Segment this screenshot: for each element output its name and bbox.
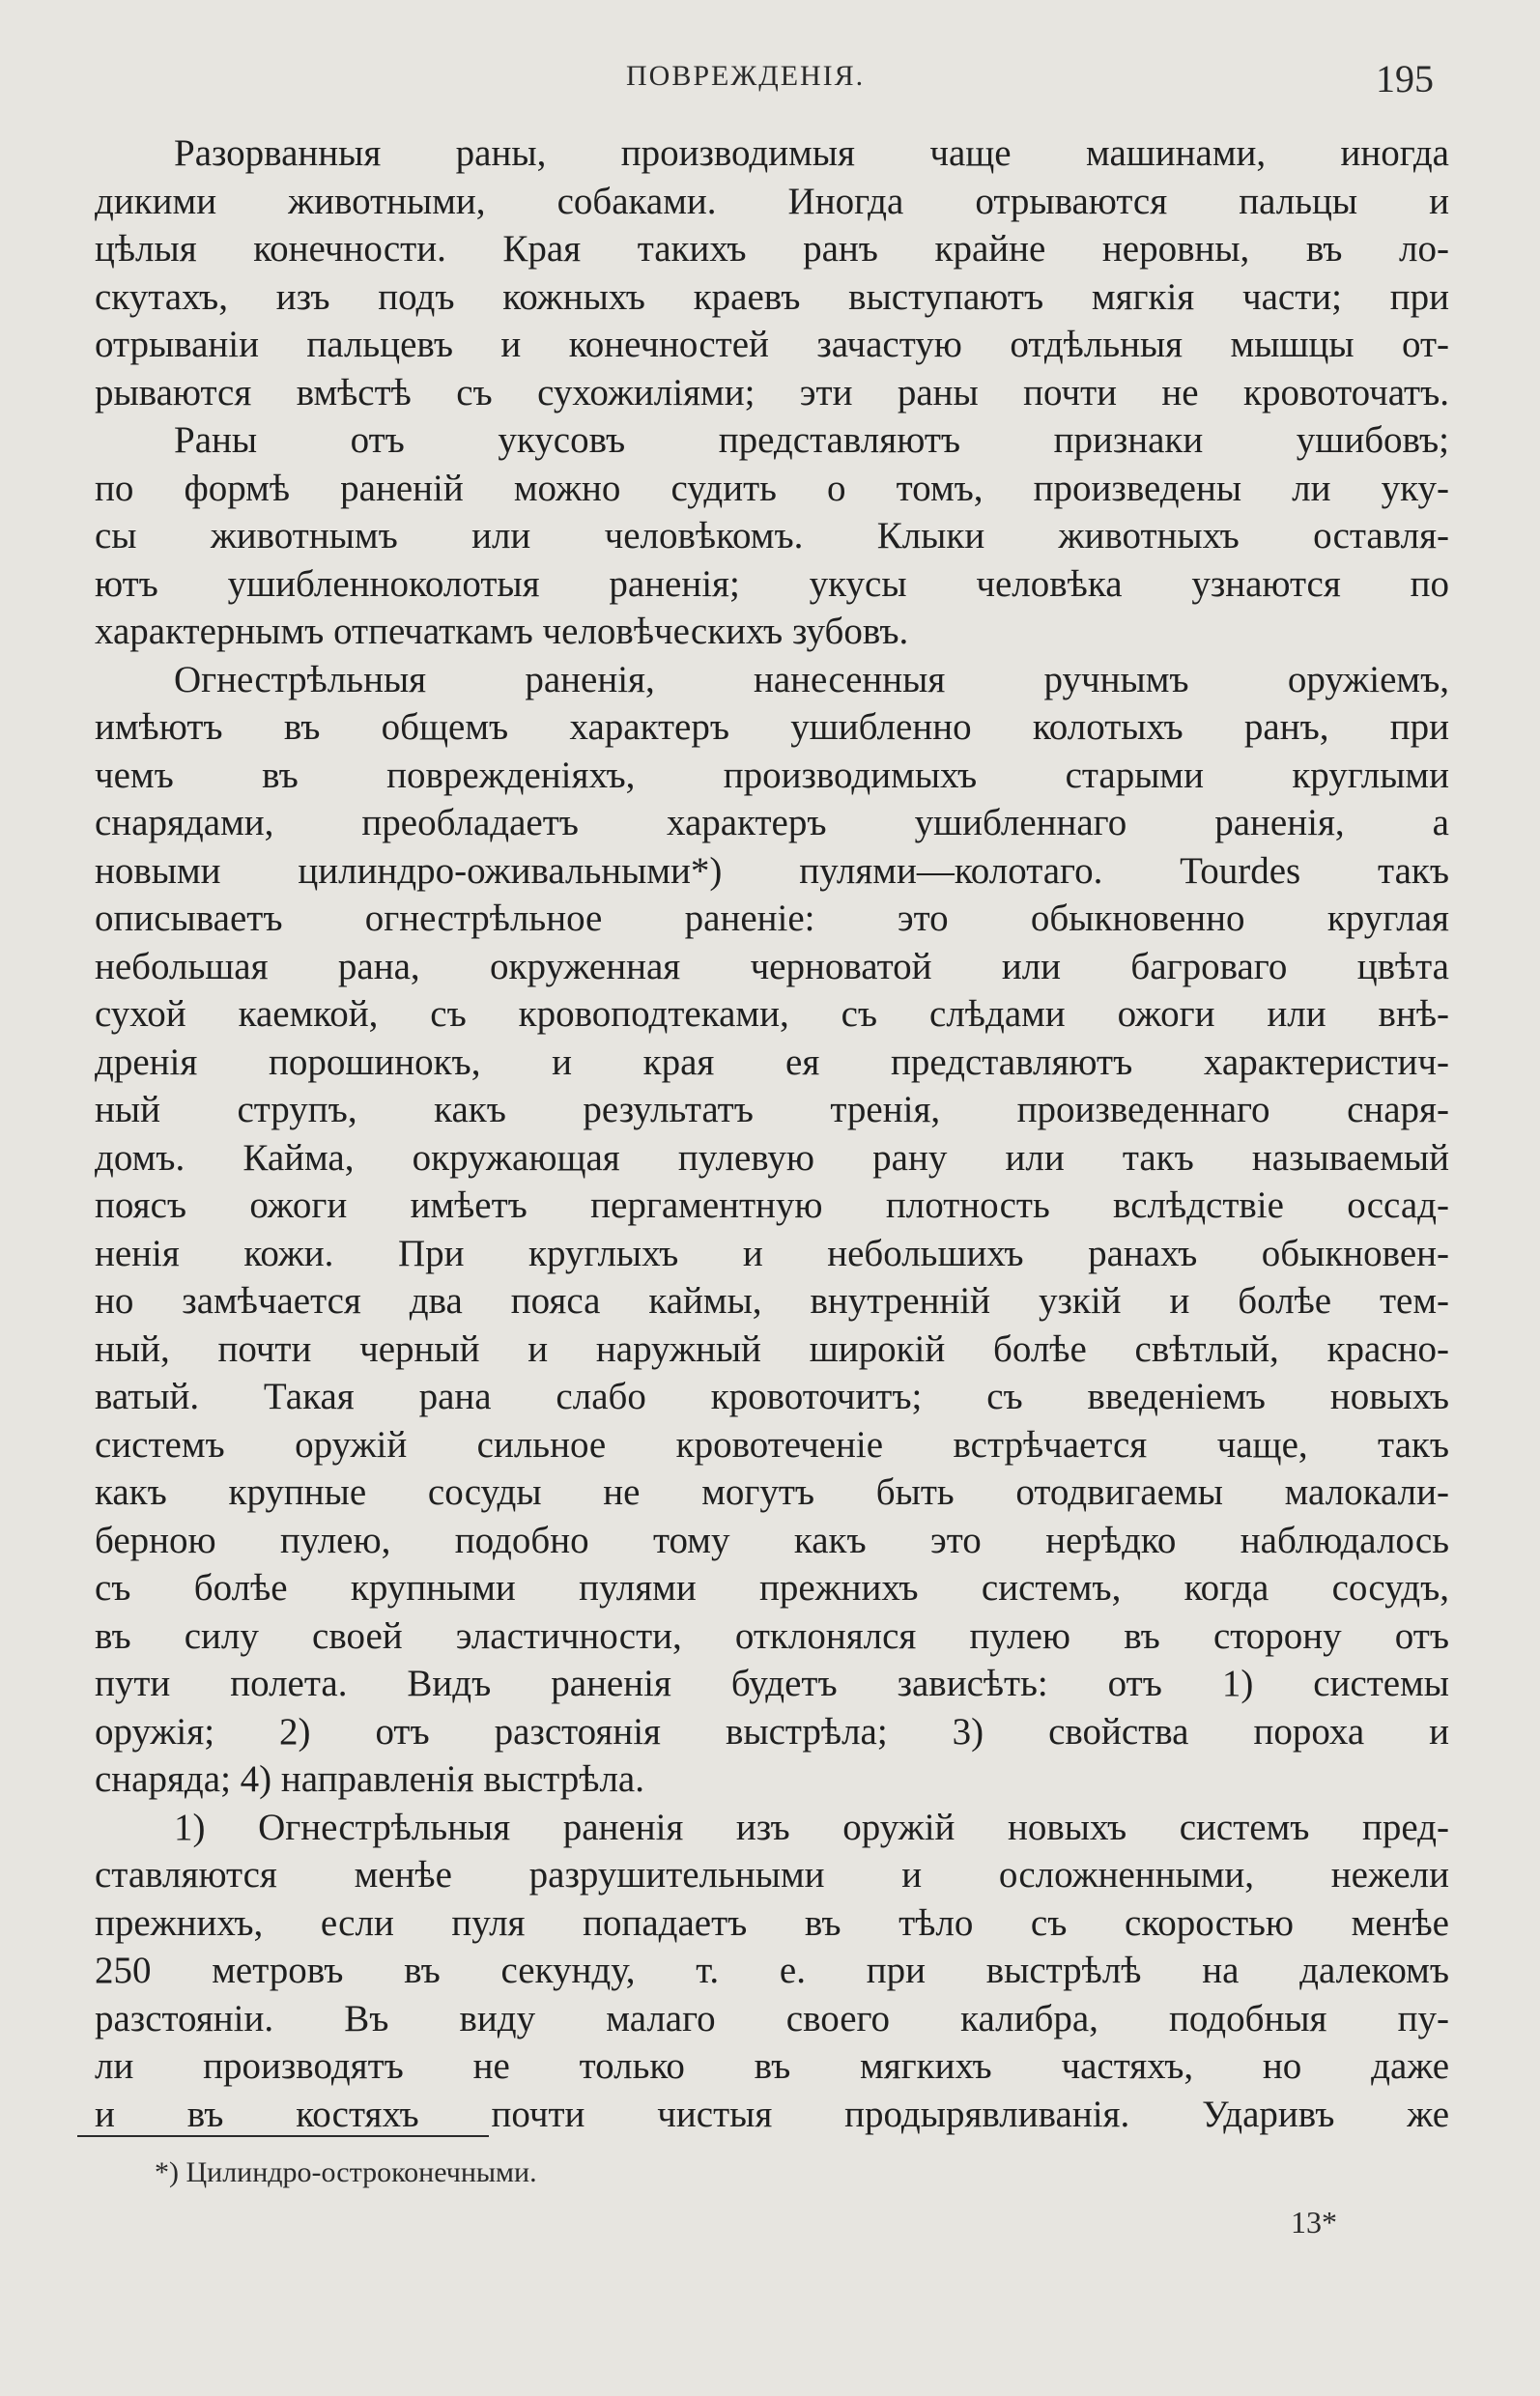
page-header (0, 56, 1540, 114)
text-line: Огнестрѣльныя раненія, нанесенныя ручнымъ оружіемъ, (174, 658, 1449, 700)
text-line: ненія кожи. При круглыхъ и небольшихъ ранахъ обыкновен- (95, 1232, 1449, 1274)
text-line: прежнихъ, если пуля попадаетъ въ тѣло съ скоростью менѣе (95, 1901, 1449, 1944)
footnote: *) Цилиндро-остроконечными. (155, 2156, 537, 2188)
text-line: Разорванныя раны, производимыя чаще машинами, иногда (174, 132, 1449, 174)
text-line: системъ оружій сильное кровотеченіе встрѣчается чаще, такъ (95, 1423, 1449, 1466)
text-line: съ болѣе крупными пулями прежнихъ системъ, когда сосудъ, (95, 1567, 1449, 1609)
text-line: въ силу своей эластичности, отклонялся пулею въ сторону отъ (95, 1614, 1449, 1657)
text-line: ватый. Такая рана слабо кровоточитъ; съ введеніемъ новыхъ (95, 1376, 1449, 1417)
text-line: снарядами, преобладаетъ характеръ ушибленнаго раненія, а (95, 802, 1449, 843)
text-line: какъ крупные сосуды не могутъ быть отодвигаемы малокали- (95, 1471, 1449, 1513)
text-line: рываются вмѣстѣ съ сухожиліями; эти раны почти не кровоточатъ. (95, 371, 1449, 414)
text-line: ный, почти черный и наружный широкій болѣе свѣтлый, красно- (95, 1327, 1449, 1370)
text-line: разстояніи. Въ виду малаго своего калибра, подобныя пу- (95, 1997, 1449, 2039)
text-line: пути полета. Видъ раненія будетъ зависѣть: отъ 1) системы (95, 1663, 1449, 1704)
text-line: отрываніи пальцевъ и конечностей зачастую отдѣльныя мышцы от- (95, 324, 1449, 365)
text-line: оружія; 2) отъ разстоянія выстрѣла; 3) свойства пороха и (95, 1710, 1449, 1753)
text-line: описываетъ огнестрѣльное раненіе: это обыкновенно круглая (95, 898, 1449, 939)
text-line: снаряда; 4) направленія выстрѣла. (95, 1758, 644, 1800)
text-line: поясъ ожоги имѣетъ пергаментную плотность вслѣдствіе оссад- (95, 1184, 1449, 1226)
text-line: ставляются менѣе разрушительными и осложненными, нежели (95, 1854, 1449, 1896)
text-line: сы животнымъ или человѣкомъ. Клыки животныхъ оставля- (95, 515, 1449, 556)
text-line: цѣлыя конечности. Края такихъ ранъ крайне неровны, въ ло- (95, 228, 1449, 270)
text-line: Раны отъ укусовъ представляютъ признаки ушибовъ; (174, 419, 1449, 461)
text-line: характернымъ отпечаткамъ человѣческихъ зубовъ. (95, 611, 909, 652)
running-title: ПОВРЕЖДЕНІЯ. (626, 60, 866, 92)
signature-mark: 13* (1291, 2205, 1337, 2239)
text-line: и въ костяхъ почти чистыя продырявливанія. Ударивъ же (95, 2093, 1449, 2135)
footnote-divider (77, 2135, 489, 2137)
text-line: скутахъ, изъ подъ кожныхъ краевъ выступаютъ мягкія части; при (95, 275, 1449, 318)
text-line: дренія порошинокъ, и края ея представляютъ характеристич- (95, 1041, 1449, 1083)
text-line: небольшая рана, окруженная черноватой или багроваго цвѣта (95, 945, 1449, 987)
text-line: ный струпъ, какъ результатъ тренія, произведеннаго снаря- (95, 1089, 1449, 1130)
text-line: берною пулею, подобно тому какъ это нерѣдко наблюдалось (95, 1519, 1449, 1561)
text-line: дикими животными, собаками. Иногда отрываются пальцы и (95, 180, 1449, 222)
text-line: новыми цилиндро-оживальными*) пулями—колотаго. Tourdes такъ (95, 849, 1449, 892)
page-number: 195 (1376, 57, 1434, 100)
text-line: домъ. Кайма, окружающая пулевую рану или такъ называемый (95, 1136, 1449, 1179)
text-line: имѣютъ въ общемъ характеръ ушибленно колотыхъ ранъ, при (95, 706, 1449, 748)
main-text (95, 129, 1449, 2138)
text-line: но замѣчается два пояса каймы, внутренній узкій и болѣе тем- (95, 1280, 1449, 1322)
text-line: ли производятъ не только въ мягкихъ частяхъ, но даже (95, 2045, 1449, 2087)
text-line: сухой каемкой, съ кровоподтеками, съ слѣдами ожоги или внѣ- (95, 993, 1449, 1035)
text-line: 250 метровъ въ секунду, т. е. при выстрѣлѣ на далекомъ (95, 1950, 1449, 1991)
text-line: 1) Огнестрѣльныя раненія изъ оружій новыхъ системъ пред- (174, 1806, 1449, 1848)
text-line: по формѣ раненій можно судить о томъ, произведены ли уку- (95, 467, 1449, 509)
text-line: чемъ въ поврежденіяхъ, производимыхъ старыми круглыми (95, 754, 1449, 796)
text-line: ютъ ушибленноколотыя раненія; укусы человѣка узнаются по (95, 562, 1449, 605)
